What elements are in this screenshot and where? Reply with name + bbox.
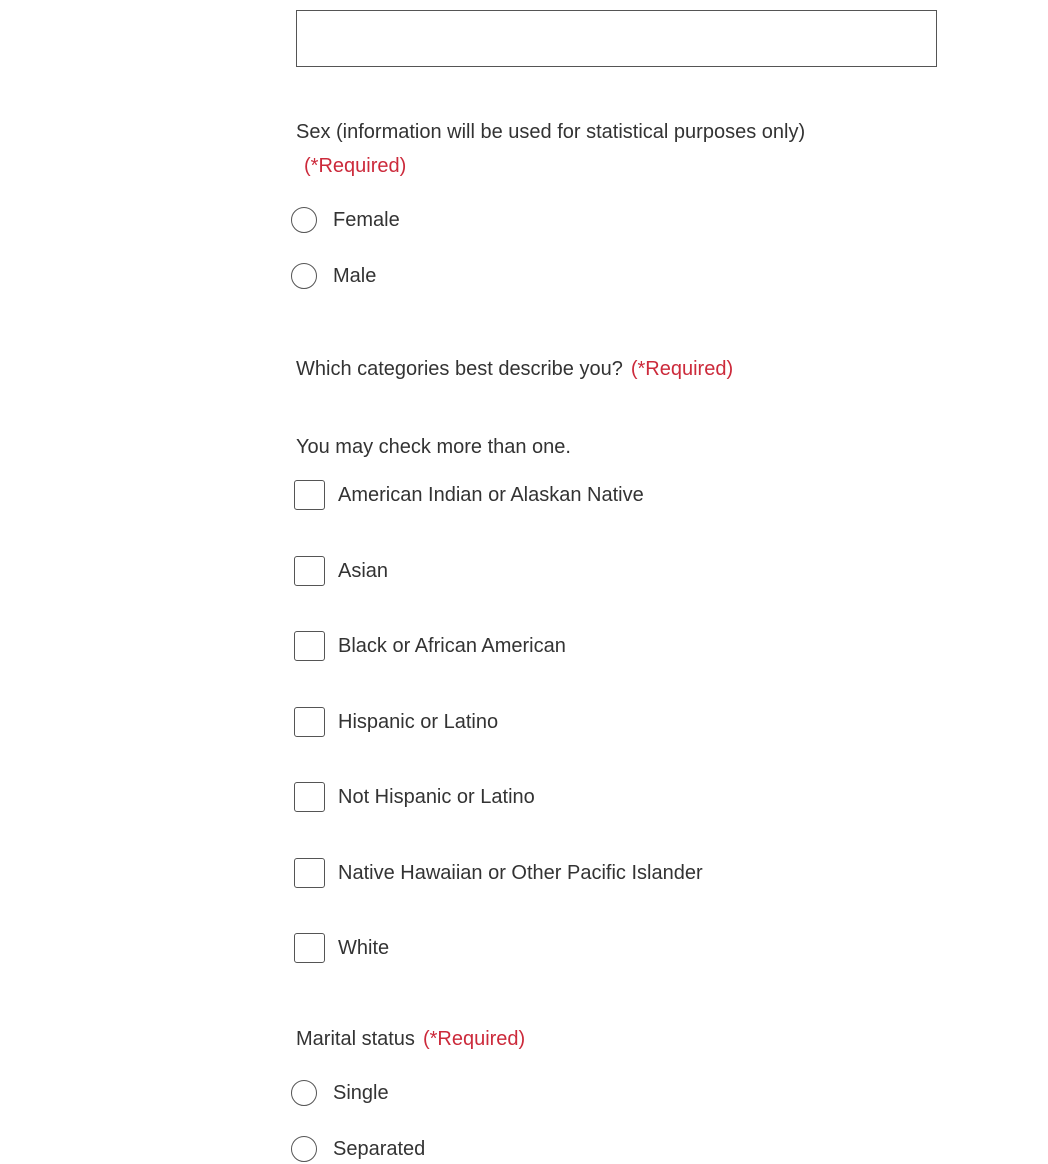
marital-required-marker: (*Required) bbox=[422, 1028, 526, 1050]
radio-button[interactable] bbox=[291, 263, 317, 289]
checkbox-option-native-hawaiian[interactable] bbox=[294, 858, 703, 888]
checkbox-label: Hispanic or Latino bbox=[338, 710, 499, 733]
checkbox-option-not-hispanic[interactable] bbox=[294, 782, 535, 812]
checkbox-option-hispanic[interactable] bbox=[294, 707, 498, 737]
sex-required-marker: (*Required) bbox=[304, 155, 407, 177]
text-input-field[interactable] bbox=[296, 10, 937, 67]
checkbox[interactable] bbox=[294, 933, 325, 963]
checkbox[interactable] bbox=[294, 782, 325, 812]
radio-button[interactable] bbox=[291, 1080, 317, 1106]
radio-button[interactable] bbox=[291, 207, 317, 233]
radio-option-separated[interactable] bbox=[291, 1134, 425, 1164]
checkbox-label: Asian bbox=[338, 559, 389, 582]
race-required-marker: (*Required) bbox=[630, 358, 734, 380]
sex-question-label: Sex (information will be used for statistical purposes only) bbox=[296, 121, 806, 143]
checkbox-option-black[interactable] bbox=[294, 631, 566, 661]
checkbox-option-asian[interactable] bbox=[294, 556, 388, 586]
marital-question-text: Marital status bbox=[296, 1028, 415, 1050]
race-question-label bbox=[296, 357, 733, 381]
checkbox-option-white[interactable] bbox=[294, 933, 389, 963]
checkbox-label: American Indian or Alaskan Native bbox=[338, 483, 644, 506]
checkbox-label: Native Hawaiian or Other Pacific Islander bbox=[338, 861, 703, 884]
radio-option-single[interactable] bbox=[291, 1078, 389, 1108]
race-hint: You may check more than one. bbox=[296, 436, 571, 458]
checkbox-label: White bbox=[338, 936, 390, 959]
radio-label-single: Single bbox=[333, 1081, 389, 1104]
checkbox[interactable] bbox=[294, 707, 325, 737]
checkbox-option-american-indian[interactable] bbox=[294, 480, 644, 510]
radio-label-male: Male bbox=[333, 264, 377, 287]
checkbox[interactable] bbox=[294, 480, 325, 510]
checkbox[interactable] bbox=[294, 858, 325, 888]
radio-label-female: Female bbox=[333, 208, 400, 231]
radio-option-male[interactable] bbox=[291, 261, 376, 291]
radio-option-female[interactable] bbox=[291, 205, 400, 235]
radio-button[interactable] bbox=[291, 1136, 317, 1162]
marital-question-label bbox=[296, 1027, 525, 1051]
checkbox[interactable] bbox=[294, 631, 325, 661]
radio-label-separated: Separated bbox=[333, 1137, 426, 1160]
checkbox[interactable] bbox=[294, 556, 325, 586]
checkbox-label: Not Hispanic or Latino bbox=[338, 785, 535, 808]
race-question-text: Which categories best describe you? bbox=[296, 358, 623, 380]
checkbox-label: Black or African American bbox=[338, 634, 566, 657]
